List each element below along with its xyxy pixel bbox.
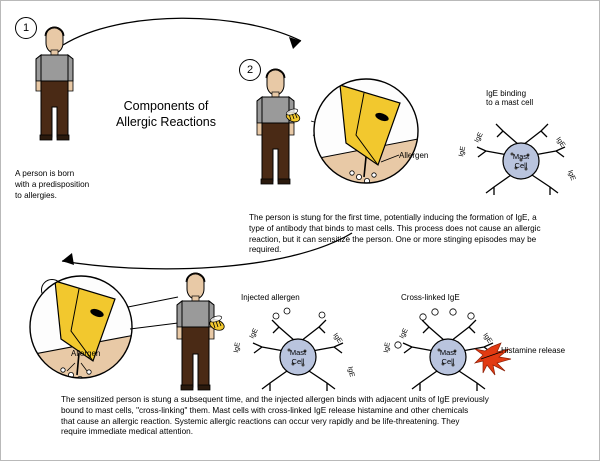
mast-cell-label-line-1-step-2: Mast [512,152,530,161]
person-step-3 [159,263,239,415]
step-1-number-label: 1 [22,22,30,34]
allergen-label-step-3: Allergen [71,349,101,358]
step-2-caption-line-2: type of antibody that binds to mast cells. This process does not cause an allergic [249,223,541,233]
step-3-caption-line-3: that cause an allergic reaction. Systemic allergic reactions can occur very rapidly and be life-threatening. They [61,416,460,426]
allergen-label-step-2: Allergen [399,151,429,160]
magnified-stinger-step-3 [23,271,143,391]
injected-allergen-label: Injected allergen [241,293,300,302]
person-step-1 [19,17,89,157]
histamine-release-label: Histamine release [501,346,566,355]
ige-label-step-3b-a: IgE [398,327,410,340]
step-2-caption-line-1: The person is stung for the first time, potentially inducing the formation of IgE, a [249,213,537,222]
mast-cell-crosslinked [379,303,539,409]
mast-cell-label-line-2-step-2: Cell [514,161,528,170]
step-3-caption-line-4: require immediate medical attention. [61,427,193,437]
mast-cell-label-line-2-step-3a: Cell [291,357,305,366]
ige-label-step-2-c: IgE [458,145,468,158]
ige-label-step-2-a: IgE [473,131,485,144]
ige-label-step-3a-b: IgE [331,332,344,345]
allergen-pointer-step-2 [379,151,401,165]
page-title-line-1: Components of [123,99,209,113]
person-step-2 [243,59,313,209]
histamine-pointer [479,349,503,363]
step-2-caption-line-3: reaction, but it can sensitize the person. One or more stinging episodes may be [249,234,537,244]
ige-label-step-3a-d: IgE [346,365,356,378]
mast-cell-injected-allergen [229,303,369,409]
step-1-caption [15,169,125,201]
ige-label-step-3a-a: IgE [248,327,260,340]
magnified-stinger-step-2 [304,73,424,195]
mast-cell-label-line-2-step-3b: Cell [441,357,455,366]
step-2-caption [249,213,591,256]
arrow-step1-to-step2 [61,15,321,65]
step-2-caption-line-4: required. [249,245,282,255]
ige-label-step-3a-c: IgE [233,341,242,354]
ige-label-step-3b-c: IgE [383,341,392,354]
step-3-caption-line-2: bound to mast cells, "cross-linking" them. Mast cells with cross-linked IgE release histamine and other chemicals [61,405,469,415]
ige-label-step-3b-b: IgE [481,332,494,345]
ige-binding-note-step-2 [486,89,566,107]
step-3-caption-line-1: The sensitized person is stung a subsequent time, and the injected allergen binds with adjacent units of IgE previously [61,395,489,404]
step-1-caption-line-1: A person is born [15,169,75,178]
step-2-number-label: 2 [246,64,254,76]
ige-binding-note-line-1: IgE binding [486,89,527,98]
mast-cell-label-line-1-step-3b: Mast [439,348,457,357]
step-1-caption-line-3: to allergies. [15,190,57,200]
step-3-caption [61,395,561,438]
crosslinked-ige-label: Cross-linked IgE [401,293,460,302]
ige-label-step-2-b: IgE [554,136,567,149]
page-title-line-2: Allergic Reactions [115,115,217,129]
step-1-caption-line-2: with a predisposition [15,179,90,189]
page-title [101,98,231,130]
ige-binding-note-line-2: to a mast cell [486,98,534,107]
mast-cell-step-2 [456,113,586,213]
mast-cell-label-line-1-step-3a: Mast [289,348,307,357]
ige-label-step-2-d: IgE [566,169,577,182]
